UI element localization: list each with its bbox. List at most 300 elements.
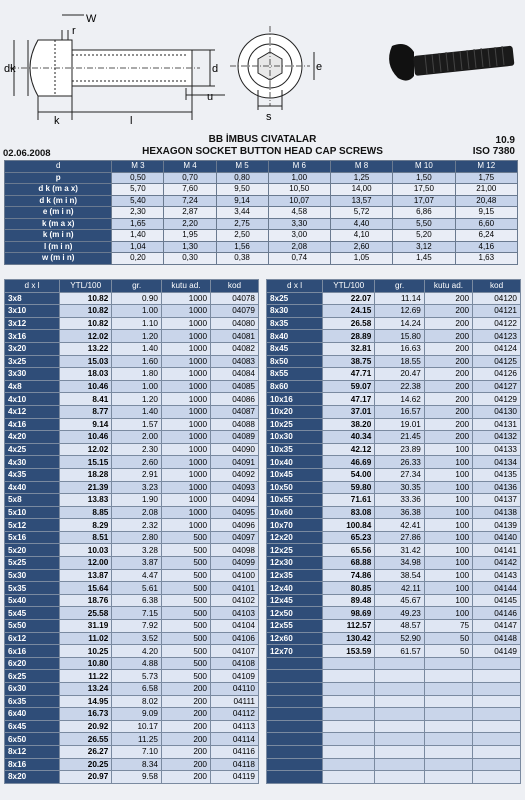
- weight-cell: 61.57: [375, 645, 425, 658]
- spec-cell: 4,10: [330, 230, 392, 242]
- weight-cell: 30.35: [375, 481, 425, 494]
- size-cell: 4x20: [5, 431, 60, 444]
- price-cell: 18.28: [60, 468, 112, 481]
- list-col-header: YTL/100: [323, 280, 375, 293]
- code-cell: 04118: [211, 758, 259, 771]
- size-cell: 12x35: [267, 569, 323, 582]
- table-row: [267, 393, 521, 406]
- code-cell: [473, 657, 521, 670]
- size-cell: 5x16: [5, 531, 60, 544]
- code-cell: 04136: [473, 481, 521, 494]
- spec-row: [5, 218, 518, 230]
- box-qty-cell: [424, 720, 472, 733]
- weight-cell: 27.86: [375, 531, 425, 544]
- table-row: [267, 292, 521, 305]
- box-qty-cell: 500: [161, 645, 210, 658]
- spec-cell: 9,14: [216, 195, 268, 207]
- weight-cell: 20.47: [375, 368, 425, 381]
- table-row: [5, 695, 259, 708]
- table-row: [267, 506, 521, 519]
- box-qty-cell: 200: [161, 708, 210, 721]
- spec-cell: 9,50: [216, 184, 268, 196]
- box-qty-cell: 100: [424, 531, 472, 544]
- weight-cell: 36.38: [375, 506, 425, 519]
- dimension-table-header: [5, 161, 518, 173]
- code-cell: [473, 758, 521, 771]
- size-cell: 4x40: [5, 481, 60, 494]
- code-cell: 04106: [211, 632, 259, 645]
- list-col-header: kutu ad.: [161, 280, 210, 293]
- price-cell: [323, 771, 375, 784]
- code-cell: 04085: [211, 380, 259, 393]
- size-cell: 5x45: [5, 607, 60, 620]
- price-cell: 13.87: [60, 569, 112, 582]
- box-qty-cell: 1000: [161, 305, 210, 318]
- price-cell: 8.85: [60, 506, 112, 519]
- spec-cell: 3,00: [268, 230, 330, 242]
- front-view-drawing: [230, 26, 314, 110]
- weight-cell: 19.01: [375, 418, 425, 431]
- size-cell: 10x35: [267, 443, 323, 456]
- table-row: [5, 569, 259, 582]
- weight-cell: 4.88: [112, 657, 162, 670]
- spec-cell: 21,00: [455, 184, 517, 196]
- code-cell: 04092: [211, 468, 259, 481]
- label-l: l: [130, 115, 133, 127]
- weight-cell: 8.02: [112, 695, 162, 708]
- price-cell: [323, 733, 375, 746]
- code-cell: 04084: [211, 368, 259, 381]
- weight-cell: 3.87: [112, 557, 162, 570]
- code-cell: 04107: [211, 645, 259, 658]
- code-cell: 04090: [211, 443, 259, 456]
- size-cell: 10x70: [267, 519, 323, 532]
- weight-cell: 2.60: [112, 456, 162, 469]
- weight-cell: 3.28: [112, 544, 162, 557]
- price-cell: 9.14: [60, 418, 112, 431]
- box-qty-cell: 500: [161, 557, 210, 570]
- weight-cell: 1.40: [112, 342, 162, 355]
- spec-cell: 6,86: [393, 207, 455, 219]
- size-cell: 5x8: [5, 494, 60, 507]
- box-qty-cell: 100: [424, 594, 472, 607]
- spec-cell: 4,40: [330, 218, 392, 230]
- code-cell: 04099: [211, 557, 259, 570]
- size-cell: 6x30: [5, 683, 60, 696]
- price-cell: 21.39: [60, 481, 112, 494]
- code-cell: 04123: [473, 330, 521, 343]
- label-k: k: [54, 115, 60, 127]
- weight-cell: 2.91: [112, 468, 162, 481]
- table-row: [267, 683, 521, 696]
- size-cell: 10x45: [267, 468, 323, 481]
- box-qty-cell: 200: [424, 393, 472, 406]
- weight-cell: 26.33: [375, 456, 425, 469]
- box-qty-cell: 1000: [161, 368, 210, 381]
- price-cell: 74.86: [323, 569, 375, 582]
- table-row: [267, 494, 521, 507]
- code-cell: 04087: [211, 405, 259, 418]
- price-cell: [323, 695, 375, 708]
- code-cell: 04130: [473, 405, 521, 418]
- code-cell: [473, 708, 521, 721]
- size-cell: 6x40: [5, 708, 60, 721]
- code-cell: 04098: [211, 544, 259, 557]
- weight-cell: [375, 758, 425, 771]
- label-d: d: [212, 63, 219, 75]
- table-row: [267, 745, 521, 758]
- weight-cell: 16.57: [375, 405, 425, 418]
- weight-cell: 10.17: [112, 720, 162, 733]
- price-cell: 40.34: [323, 431, 375, 444]
- box-qty-cell: 200: [161, 695, 210, 708]
- spec-col-header: M 4: [164, 161, 216, 173]
- spec-cell: 17,07: [393, 195, 455, 207]
- table-row: [5, 380, 259, 393]
- box-qty-cell: 200: [424, 405, 472, 418]
- size-cell: 12x25: [267, 544, 323, 557]
- spec-row: [5, 253, 518, 265]
- list-col-header: kod: [211, 280, 259, 293]
- weight-cell: 22.38: [375, 380, 425, 393]
- table-row: [267, 720, 521, 733]
- code-cell: 04108: [211, 657, 259, 670]
- box-qty-cell: 100: [424, 569, 472, 582]
- box-qty-cell: 100: [424, 468, 472, 481]
- box-qty-cell: 200: [161, 758, 210, 771]
- weight-cell: 34.98: [375, 557, 425, 570]
- code-cell: 04083: [211, 355, 259, 368]
- size-cell: 12x30: [267, 557, 323, 570]
- size-cell: 10x16: [267, 393, 323, 406]
- box-qty-cell: 1000: [161, 342, 210, 355]
- weight-cell: 18.55: [375, 355, 425, 368]
- code-cell: 04132: [473, 431, 521, 444]
- spec-cell: 7,24: [164, 195, 216, 207]
- code-cell: 04125: [473, 355, 521, 368]
- table-row: [5, 317, 259, 330]
- size-cell: 5x12: [5, 519, 60, 532]
- code-cell: 04096: [211, 519, 259, 532]
- price-cell: 98.69: [323, 607, 375, 620]
- price-list-left: [4, 279, 259, 784]
- table-row: [267, 317, 521, 330]
- table-row: [5, 582, 259, 595]
- price-cell: 28.89: [323, 330, 375, 343]
- box-qty-cell: 100: [424, 443, 472, 456]
- price-cell: 12.00: [60, 557, 112, 570]
- table-row: [5, 683, 259, 696]
- code-cell: [473, 683, 521, 696]
- size-cell: 12x40: [267, 582, 323, 595]
- price-cell: 13.83: [60, 494, 112, 507]
- box-qty-cell: 100: [424, 544, 472, 557]
- weight-cell: 5.73: [112, 670, 162, 683]
- spec-cell: 6,60: [455, 218, 517, 230]
- spec-cell: 0,38: [216, 253, 268, 265]
- label-w: W: [86, 13, 97, 25]
- spec-row-label: e (m i n): [5, 207, 112, 219]
- price-cell: 15.15: [60, 456, 112, 469]
- price-cell: 83.08: [323, 506, 375, 519]
- box-qty-cell: 1000: [161, 317, 210, 330]
- size-cell: 10x20: [267, 405, 323, 418]
- code-cell: 04103: [211, 607, 259, 620]
- price-cell: 71.61: [323, 494, 375, 507]
- table-row: [5, 758, 259, 771]
- box-qty-cell: 200: [424, 292, 472, 305]
- code-cell: 04079: [211, 305, 259, 318]
- table-row: [5, 557, 259, 570]
- spec-cell: 5,50: [393, 218, 455, 230]
- price-cell: 26.27: [60, 745, 112, 758]
- size-cell: [267, 758, 323, 771]
- code-cell: 04126: [473, 368, 521, 381]
- box-qty-cell: 500: [161, 657, 210, 670]
- code-cell: 04141: [473, 544, 521, 557]
- table-row: [5, 418, 259, 431]
- size-cell: 4x10: [5, 393, 60, 406]
- box-qty-cell: 1000: [161, 481, 210, 494]
- price-cell: 26.58: [323, 317, 375, 330]
- table-row: [5, 670, 259, 683]
- weight-cell: 7.10: [112, 745, 162, 758]
- size-cell: 8x16: [5, 758, 60, 771]
- weight-cell: 27.34: [375, 468, 425, 481]
- technical-drawing: [0, 0, 525, 132]
- spec-row-label: w (m i n): [5, 253, 112, 265]
- spec-cell: 5,40: [112, 195, 164, 207]
- spec-row: [5, 241, 518, 253]
- box-qty-cell: 500: [161, 607, 210, 620]
- spec-cell: 4,58: [268, 207, 330, 219]
- price-cell: 15.03: [60, 355, 112, 368]
- size-cell: 5x25: [5, 557, 60, 570]
- spec-col-header: M 3: [112, 161, 164, 173]
- size-cell: 10x55: [267, 494, 323, 507]
- table-row: [267, 418, 521, 431]
- spec-col-header: M 10: [393, 161, 455, 173]
- box-qty-cell: 1000: [161, 431, 210, 444]
- code-cell: 04080: [211, 317, 259, 330]
- table-row: [267, 620, 521, 633]
- price-cell: [323, 657, 375, 670]
- table-row: [5, 368, 259, 381]
- box-qty-cell: 100: [424, 456, 472, 469]
- table-row: [267, 557, 521, 570]
- table-row: [5, 519, 259, 532]
- price-cell: 8.51: [60, 531, 112, 544]
- price-cell: 38.75: [323, 355, 375, 368]
- size-cell: [267, 670, 323, 683]
- code-cell: 04086: [211, 393, 259, 406]
- weight-cell: 2.00: [112, 431, 162, 444]
- list-col-header: gr.: [112, 280, 162, 293]
- spec-cell: 2,20: [164, 218, 216, 230]
- price-cell: [323, 720, 375, 733]
- price-cell: 31.19: [60, 620, 112, 633]
- price-cell: 32.81: [323, 342, 375, 355]
- size-cell: 5x30: [5, 569, 60, 582]
- weight-cell: [375, 657, 425, 670]
- price-cell: 12.02: [60, 443, 112, 456]
- box-qty-cell: [424, 771, 472, 784]
- size-cell: 6x35: [5, 695, 60, 708]
- weight-cell: 1.20: [112, 393, 162, 406]
- spec-cell: 10,50: [268, 184, 330, 196]
- side-view-drawing: [10, 15, 225, 120]
- weight-cell: 45.67: [375, 594, 425, 607]
- table-row: [267, 519, 521, 532]
- spec-cell: 20,48: [455, 195, 517, 207]
- box-qty-cell: [424, 733, 472, 746]
- box-qty-cell: 200: [424, 317, 472, 330]
- size-cell: 8x45: [267, 342, 323, 355]
- table-row: [5, 632, 259, 645]
- spec-col-header: M 8: [330, 161, 392, 173]
- size-cell: 10x50: [267, 481, 323, 494]
- price-cell: 10.82: [60, 292, 112, 305]
- weight-cell: 2.32: [112, 519, 162, 532]
- code-cell: 04097: [211, 531, 259, 544]
- price-cell: 38.20: [323, 418, 375, 431]
- weight-cell: 1.80: [112, 368, 162, 381]
- size-cell: 12x50: [267, 607, 323, 620]
- spec-cell: 1,95: [164, 230, 216, 242]
- table-row: [5, 745, 259, 758]
- weight-cell: 15.80: [375, 330, 425, 343]
- table-row: [5, 443, 259, 456]
- size-cell: [267, 657, 323, 670]
- code-cell: 04120: [473, 292, 521, 305]
- price-cell: [323, 745, 375, 758]
- code-cell: 04091: [211, 456, 259, 469]
- box-qty-cell: 200: [424, 355, 472, 368]
- weight-cell: 1.20: [112, 330, 162, 343]
- spec-cell: 1,05: [330, 253, 392, 265]
- price-cell: [323, 758, 375, 771]
- spec-cell: 5,20: [393, 230, 455, 242]
- price-cell: 130.42: [323, 632, 375, 645]
- table-row: [5, 405, 259, 418]
- box-qty-cell: 1000: [161, 456, 210, 469]
- size-cell: 5x40: [5, 594, 60, 607]
- spec-cell: 0,70: [164, 172, 216, 184]
- standard: ISO 7380: [472, 146, 515, 157]
- box-qty-cell: 100: [424, 519, 472, 532]
- price-cell: 47.71: [323, 368, 375, 381]
- title-tr: BB İMBUS CIVATALAR: [208, 134, 317, 145]
- size-cell: 12x55: [267, 620, 323, 633]
- size-cell: 5x50: [5, 620, 60, 633]
- title-block: [0, 133, 525, 159]
- size-cell: 6x12: [5, 632, 60, 645]
- table-row: [267, 758, 521, 771]
- table-row: [267, 405, 521, 418]
- price-cell: 65.56: [323, 544, 375, 557]
- code-cell: 04129: [473, 393, 521, 406]
- box-qty-cell: 500: [161, 632, 210, 645]
- spec-cell: 2,08: [268, 241, 330, 253]
- spec-cell: 13,57: [330, 195, 392, 207]
- spec-cell: 1,75: [455, 172, 517, 184]
- table-row: [5, 657, 259, 670]
- size-cell: 8x60: [267, 380, 323, 393]
- spec-row: [5, 172, 518, 184]
- table-row: [267, 368, 521, 381]
- box-qty-cell: [424, 695, 472, 708]
- price-cell: 16.73: [60, 708, 112, 721]
- price-cell: 10.03: [60, 544, 112, 557]
- spec-cell: 1,40: [112, 230, 164, 242]
- table-row: [5, 393, 259, 406]
- code-cell: 04142: [473, 557, 521, 570]
- table-row: [267, 342, 521, 355]
- label-e: e: [316, 61, 323, 73]
- size-cell: 4x35: [5, 468, 60, 481]
- code-cell: 04138: [473, 506, 521, 519]
- size-cell: 3x8: [5, 292, 60, 305]
- code-cell: 04088: [211, 418, 259, 431]
- spec-cell: 5,70: [112, 184, 164, 196]
- box-qty-cell: 500: [161, 544, 210, 557]
- spec-col-header: M 5: [216, 161, 268, 173]
- screw-photo: [389, 44, 514, 81]
- box-qty-cell: [424, 758, 472, 771]
- size-cell: 8x12: [5, 745, 60, 758]
- weight-cell: [375, 771, 425, 784]
- price-cell: 68.88: [323, 557, 375, 570]
- box-qty-cell: 200: [161, 771, 210, 784]
- box-qty-cell: 1000: [161, 393, 210, 406]
- price-list-header: [267, 280, 521, 293]
- spec-cell: 2,50: [216, 230, 268, 242]
- price-cell: 10.80: [60, 657, 112, 670]
- price-cell: 10.25: [60, 645, 112, 658]
- weight-cell: [375, 695, 425, 708]
- price-cell: 25.58: [60, 607, 112, 620]
- size-cell: 3x30: [5, 368, 60, 381]
- size-cell: 5x35: [5, 582, 60, 595]
- code-cell: [473, 733, 521, 746]
- spec-row: [5, 184, 518, 196]
- size-cell: [267, 695, 323, 708]
- code-cell: 04093: [211, 481, 259, 494]
- code-cell: 04131: [473, 418, 521, 431]
- weight-cell: 5.61: [112, 582, 162, 595]
- spec-row-label: l (m i n): [5, 241, 112, 253]
- size-cell: 10x25: [267, 418, 323, 431]
- weight-cell: [375, 670, 425, 683]
- box-qty-cell: 50: [424, 632, 472, 645]
- price-cell: 13.24: [60, 683, 112, 696]
- table-row: [5, 771, 259, 784]
- box-qty-cell: 200: [424, 330, 472, 343]
- box-qty-cell: 200: [161, 683, 210, 696]
- table-row: [5, 645, 259, 658]
- code-cell: 04111: [211, 695, 259, 708]
- box-qty-cell: [424, 708, 472, 721]
- table-row: [5, 594, 259, 607]
- code-cell: 04078: [211, 292, 259, 305]
- table-row: [5, 342, 259, 355]
- weight-cell: 42.41: [375, 519, 425, 532]
- price-list-right: [266, 279, 521, 784]
- weight-cell: 2.80: [112, 531, 162, 544]
- spec-row-label: k (m i n): [5, 230, 112, 242]
- size-cell: 3x10: [5, 305, 60, 318]
- size-cell: 3x12: [5, 317, 60, 330]
